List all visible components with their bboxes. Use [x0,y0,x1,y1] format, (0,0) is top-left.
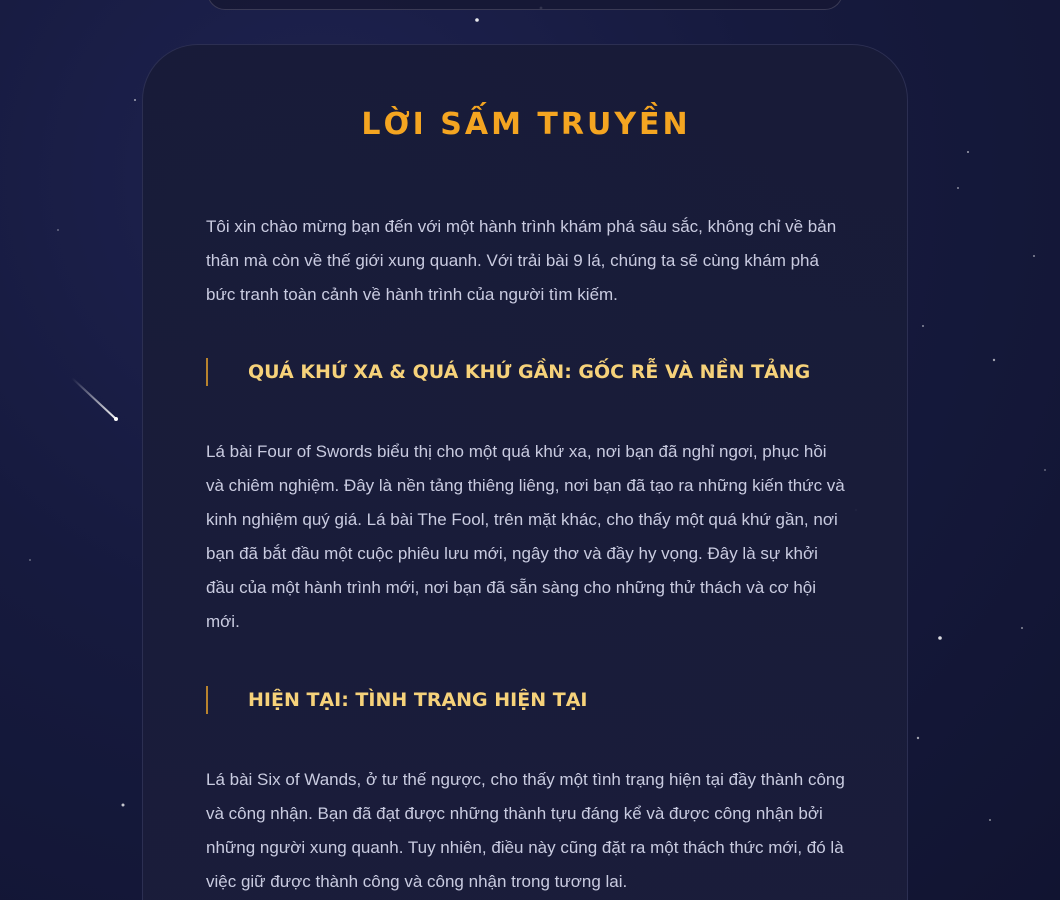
section-body-present: Lá bài Six of Wands, ở tư thế ngược, cho thấy một tình trạng hiện tại đầy thành công và công nhận. Bạn đã đạt được những thành tựu đáng kể và được công nhận bởi những người xung quanh. Tuy nhiên, điều này cũng đặt ra một thách thức mới, đó là việc giữ được thành công và công nhận trong tương lai. [206,770,845,891]
star-icon [1021,627,1023,629]
star-icon [917,737,919,739]
intro-paragraph: Tôi xin chào mừng bạn đến với một hành trình khám phá sâu sắc, không chỉ về bản thân mà còn về thế giới xung quanh. Với trải bài 9 lá, chúng ta sẽ cùng khám phá bức tranh toàn cảnh về hành trình của người tìm kiếm. [206,217,837,304]
star-icon [122,804,125,807]
section-heading-past: QUÁ KHỨ XA & QUÁ KHỨ GẦN: GỐC RỄ VÀ NỀN TẢNG [206,358,846,386]
oracle-title: LỜI SẤM TRUYỀN [361,107,691,142]
star-icon [922,325,924,327]
star-icon [957,187,959,189]
star-icon [989,819,991,821]
star-icon [114,417,118,421]
oracle-card [142,44,908,900]
section-body-past: Lá bài Four of Swords biểu thị cho một quá khứ xa, nơi bạn đã nghỉ ngơi, phục hồi và chiêm nghiệm. Đây là nền tảng thiêng liêng, nơi bạn đã tạo ra những kiến thức và kinh nghiệm quý giá. Lá bài The Fool, trên mặt khác, cho thấy một quá khứ gần, nơi bạn đã bắt đầu một cuộc phiêu lưu mới, ngây thơ và đầy hy vọng. Đây là sự khởi đầu của một hành trình mới, nơi bạn đã sẵn sàng cho những thử thách và cơ hội mới. [206,442,845,631]
shooting-star-icon [72,378,116,419]
star-icon [1033,255,1035,257]
star-icon [938,636,942,640]
star-icon [57,229,59,231]
previous-card-panel [207,0,843,10]
star-icon [967,151,969,153]
star-icon [1044,469,1046,471]
section-heading-present: HIỆN TẠI: TÌNH TRẠNG HIỆN TẠI [206,686,846,714]
star-icon [993,359,995,361]
star-icon [475,18,479,22]
star-icon [134,99,136,101]
star-icon [29,559,31,561]
